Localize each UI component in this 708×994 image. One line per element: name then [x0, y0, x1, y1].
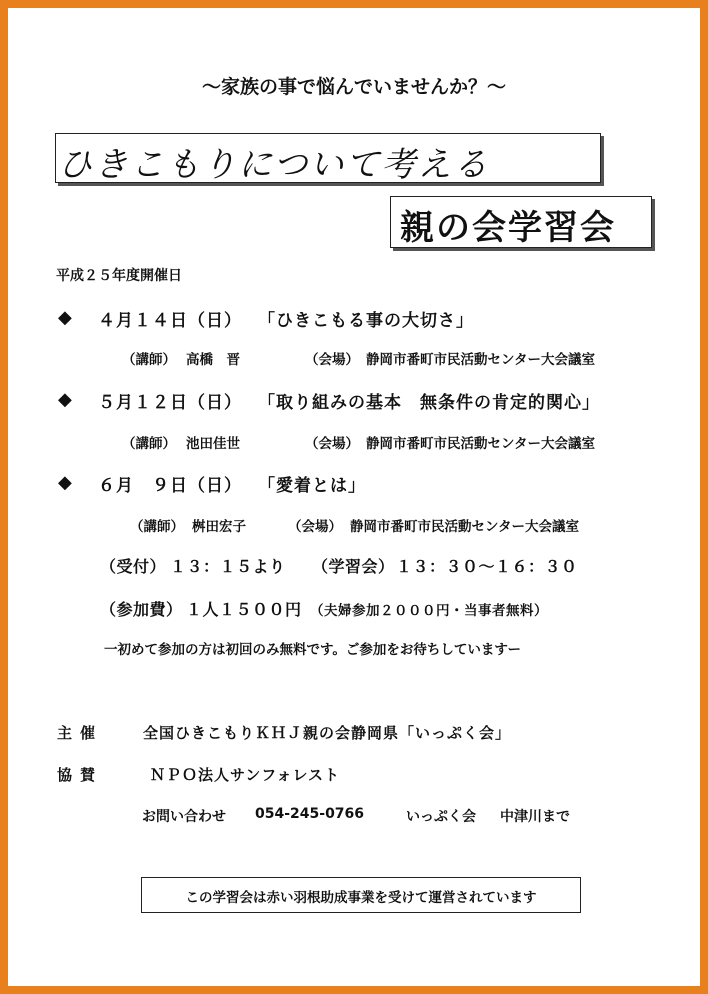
phone-number: 054-245-0766	[255, 806, 365, 822]
venue-name: 静岡市番町市民活動センター大会議室	[366, 436, 595, 452]
diamond-bullet-icon: ◆	[58, 307, 72, 328]
year-label: 平成２５年度開催日	[56, 268, 182, 284]
venue-name: 静岡市番町市民活動センター大会議室	[350, 519, 579, 535]
fee-label: （参加費）	[100, 600, 183, 619]
venue-label: （会場）	[305, 436, 359, 452]
title-line-1: ひきこもりについて考える	[58, 145, 490, 185]
host-name: 全国ひきこもりＫＨＪ親の会静岡県「いっぷく会」	[143, 724, 512, 742]
session-date: ６月 ９日（日）	[98, 476, 242, 496]
reception-label: （受付）	[100, 557, 167, 576]
lecturer-name: 桝田宏子	[192, 519, 246, 535]
lecturer-label: （講師）	[122, 352, 176, 368]
diamond-bullet-icon: ◆	[58, 389, 72, 410]
footer-note: この学習会は赤い羽根助成事業を受けて運営されています	[185, 890, 537, 906]
fee-amount: １人１５００円	[186, 600, 302, 619]
sponsor-label: 協賛	[57, 766, 104, 784]
contact-org: いっぷく会	[406, 809, 476, 825]
study-label: （学習会）	[312, 557, 395, 576]
lecturer-label: （講師）	[122, 436, 176, 452]
reception-time: １３：１５より	[170, 557, 286, 576]
title-line-2: 親の会学習会	[400, 208, 616, 248]
diamond-bullet-icon: ◆	[58, 472, 72, 493]
invitation-text: 一初めて参加の方は初回のみ無料です。ご参加をお待ちしていますー	[104, 642, 522, 658]
session-date: ４月１４日（日）	[98, 311, 242, 331]
venue-name: 静岡市番町市民活動センター大会議室	[366, 352, 595, 368]
sponsor-name: ＮＰＯ法人サンフォレスト	[150, 766, 341, 784]
session-date: ５月１２日（日）	[98, 393, 242, 413]
subtitle: ～家族の事で悩んでいませんか？～	[201, 76, 506, 98]
contact-label: お問い合わせ	[142, 809, 226, 825]
session-topic: 「取り組みの基本 無条件の肯定的関心」	[258, 393, 600, 413]
study-time: １３：３０～１６：３０	[396, 557, 578, 576]
venue-label: （会場）	[305, 352, 359, 368]
session-topic: 「ひきこもる事の大切さ」	[258, 311, 474, 331]
fee-note: （夫婦参加２０００円・当事者無料）	[310, 603, 548, 619]
contact-person: 中津川まで	[500, 809, 570, 825]
lecturer-name: 池田佳世	[186, 436, 240, 452]
session-topic: 「愛着とは」	[258, 476, 366, 496]
lecturer-name: 高橋 晋	[186, 352, 240, 368]
host-label: 主催	[57, 724, 104, 742]
venue-label: （会場）	[288, 519, 342, 535]
lecturer-label: （講師）	[130, 519, 184, 535]
